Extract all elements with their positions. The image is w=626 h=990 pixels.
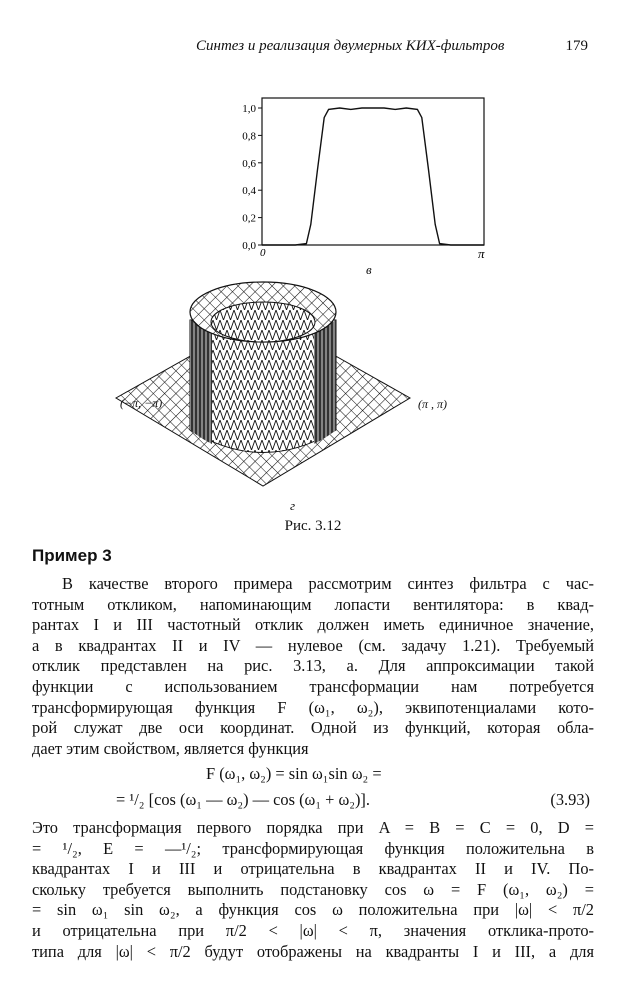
x-tick-start: 0	[260, 247, 266, 259]
page-number: 179	[565, 38, 588, 54]
surface-cylinder-shade-right	[314, 320, 336, 444]
paragraph-line: Это трансформация первого порядка при A = B = C = 0, D =	[32, 818, 594, 837]
figure-caption: Рис. 3.12	[284, 518, 342, 534]
paragraph-line: отклик представлен на рис. 3.13, а. Для аппроксимации такой	[32, 656, 594, 676]
y-tick-label: 0,4	[242, 185, 256, 198]
paragraph-line: рой служат две оси координат. Одной из функций, которая обла-	[32, 718, 594, 738]
paragraph-1	[32, 574, 594, 759]
y-tick-label: 0,8	[242, 130, 256, 143]
paragraph-2	[32, 818, 594, 962]
formula-line-2: = ¹/₂ [cos (ω₁ — ω₂) — cos (ω₁ + ω₂)].	[116, 790, 370, 809]
surface-cylinder-shade-left	[190, 320, 212, 444]
section-title: Пример 3	[32, 546, 112, 565]
paragraph-line: квадрантах I и III и отрицательна в квадрантах II и IV. По-	[32, 859, 594, 879]
paragraph-line: функции с использованием трансформации нам потребуется	[32, 676, 594, 696]
running-title: Синтез и реализация двумерных КИХ-фильтров	[196, 38, 505, 54]
paragraph-line: = ¹/₂, E = —¹/₂; трансформирующая функция положительна в	[32, 838, 594, 858]
surface-plot	[108, 280, 418, 500]
y-tick-label: 0,0	[242, 240, 256, 252]
y-axis-ticks	[242, 103, 262, 252]
chart-frequency-response	[200, 90, 500, 265]
running-header	[196, 38, 588, 55]
subfigure-label-v: в	[366, 262, 372, 277]
plot-frame	[262, 98, 484, 245]
corner-label-left: (−π, −π)	[120, 396, 163, 410]
y-tick-label: 0,2	[242, 212, 256, 225]
y-tick-label: 0,6	[242, 157, 256, 170]
x-tick-end: π	[478, 246, 485, 261]
y-tick-label: 1,0	[242, 103, 256, 115]
surface-cylinder-inner	[211, 302, 315, 342]
equation-number: (3.93)	[550, 790, 590, 809]
paragraph-line: дает этим свойством, является функция	[32, 738, 309, 758]
paragraph-line: типа для |ω| < π/2 будут отображены на квадранты I и III, а для	[32, 941, 594, 961]
paragraph-line: В качестве второго примера рассмотрим синтез фильтра с час-	[62, 574, 594, 593]
corner-label-right: (π , π)	[418, 397, 448, 411]
formula-line-1: F (ω₁, ω₂) = sin ω₁sin ω₂ =	[206, 764, 382, 783]
paragraph-line: тотным откликом, напоминающим лопасти вентилятора: в квад-	[32, 594, 594, 614]
subfigure-label-g: г	[290, 498, 296, 513]
paragraph-line: и отрицательна при π/2 < |ω| < π, значения отклика-прото-	[32, 920, 594, 940]
paragraph-line: = sin ω₁ sin ω₂, а функция cos ω положительна при |ω| < π/2	[32, 900, 594, 920]
paragraph-line: рантах I и III частотный отклик должен иметь единичное значение,	[32, 615, 594, 635]
paragraph-line: трансформирующая функция F (ω₁, ω₂), эквипотенциалами кото-	[32, 697, 594, 717]
paragraph-line: скольку требуется выполнить подстановку cos ω = F (ω₁, ω₂) =	[32, 879, 594, 899]
paragraph-line: а в квадрантах II и IV — нулевое (см. задачу 1.21). Требуемый	[32, 635, 594, 655]
response-curve	[262, 108, 484, 245]
